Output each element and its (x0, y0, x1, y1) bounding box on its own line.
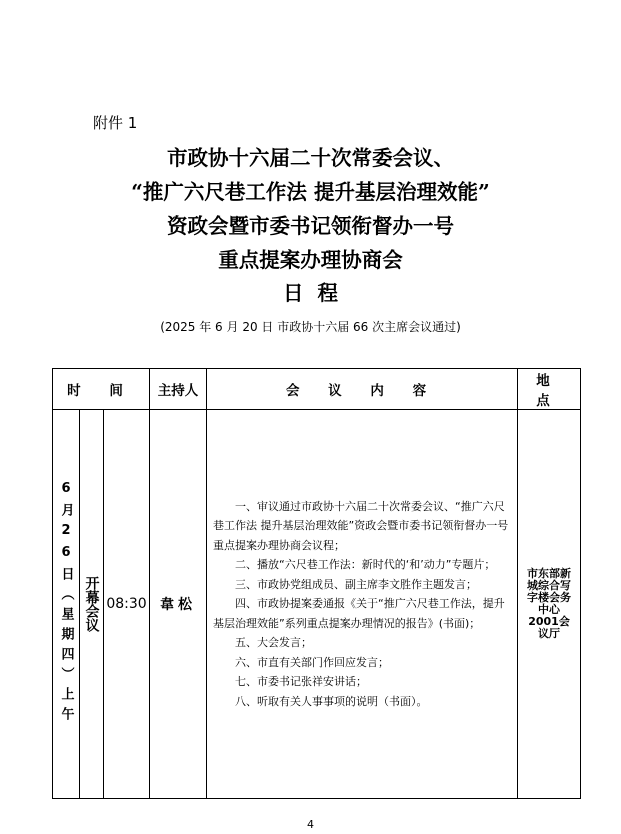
table-row (53, 410, 581, 799)
header-host: 主持人 (150, 369, 207, 410)
header-location: 地 点 (518, 369, 581, 410)
page-number: 4 (307, 818, 314, 831)
agenda-item-2: 二、播放“六尺巷工作法：新时代的‘和’动力”专题片； (235, 558, 496, 572)
header-time: 时 间 (53, 369, 150, 410)
content-cell (207, 410, 518, 799)
title-line-2: “推广六尺巷工作法 提升基层治理效能” (131, 180, 490, 204)
attachment-label: 附件 1 (93, 114, 138, 132)
agenda-item-4: 四、市政协提案委通报《关于“推广六尺巷工作法，提升基层治理效能”系列重点提案办理情况的报告》(书面)； (213, 597, 505, 630)
subtitle: (2025 年 6 月 20 日 市政协十六届 66 次主席会议通过) (160, 320, 461, 334)
time-cell: 08:30 (104, 410, 150, 799)
title-line-3: 资政会暨市委书记领衔督办一号 (167, 214, 454, 238)
date-cell (53, 410, 80, 799)
title-line-1: 市政协十六届二十次常委会议、 (167, 146, 454, 170)
agenda-item-3: 三、市政协党组成员、副主席李文胜作主题发言； (235, 577, 478, 591)
header-content: 会 议 内 容 (207, 369, 518, 410)
agenda-item-5: 五、大会发言； (235, 636, 313, 650)
agenda-item-7: 七、市委书记张祥安讲话； (235, 675, 368, 689)
agenda-item-6: 六、市直有关部门作回应发言； (235, 655, 390, 669)
location-cell: 市东部新城综合写字楼会务中心2001会议厅 (518, 410, 581, 799)
agenda-item-1: 一、审议通过市政协十六届二十次常委会议、“推广六尺巷工作法 提升基层治理效能”资政会暨市委书记领衔督办一号重点提案办理协商会议程； (213, 499, 509, 552)
session-cell (80, 410, 104, 799)
session-text: 开幕会议 (83, 576, 100, 632)
table-header-row (53, 369, 581, 410)
date-text: 6月26日（星期四）上午 (58, 481, 74, 727)
title-line-4: 重点提案办理协商会 (218, 248, 403, 272)
title-schedule: 日程 (283, 281, 352, 305)
agenda-item-8: 八、听取有关人事事项的说明（书面）。 (235, 694, 428, 708)
schedule-table (52, 368, 581, 799)
host-cell: 韋松 (150, 410, 207, 799)
